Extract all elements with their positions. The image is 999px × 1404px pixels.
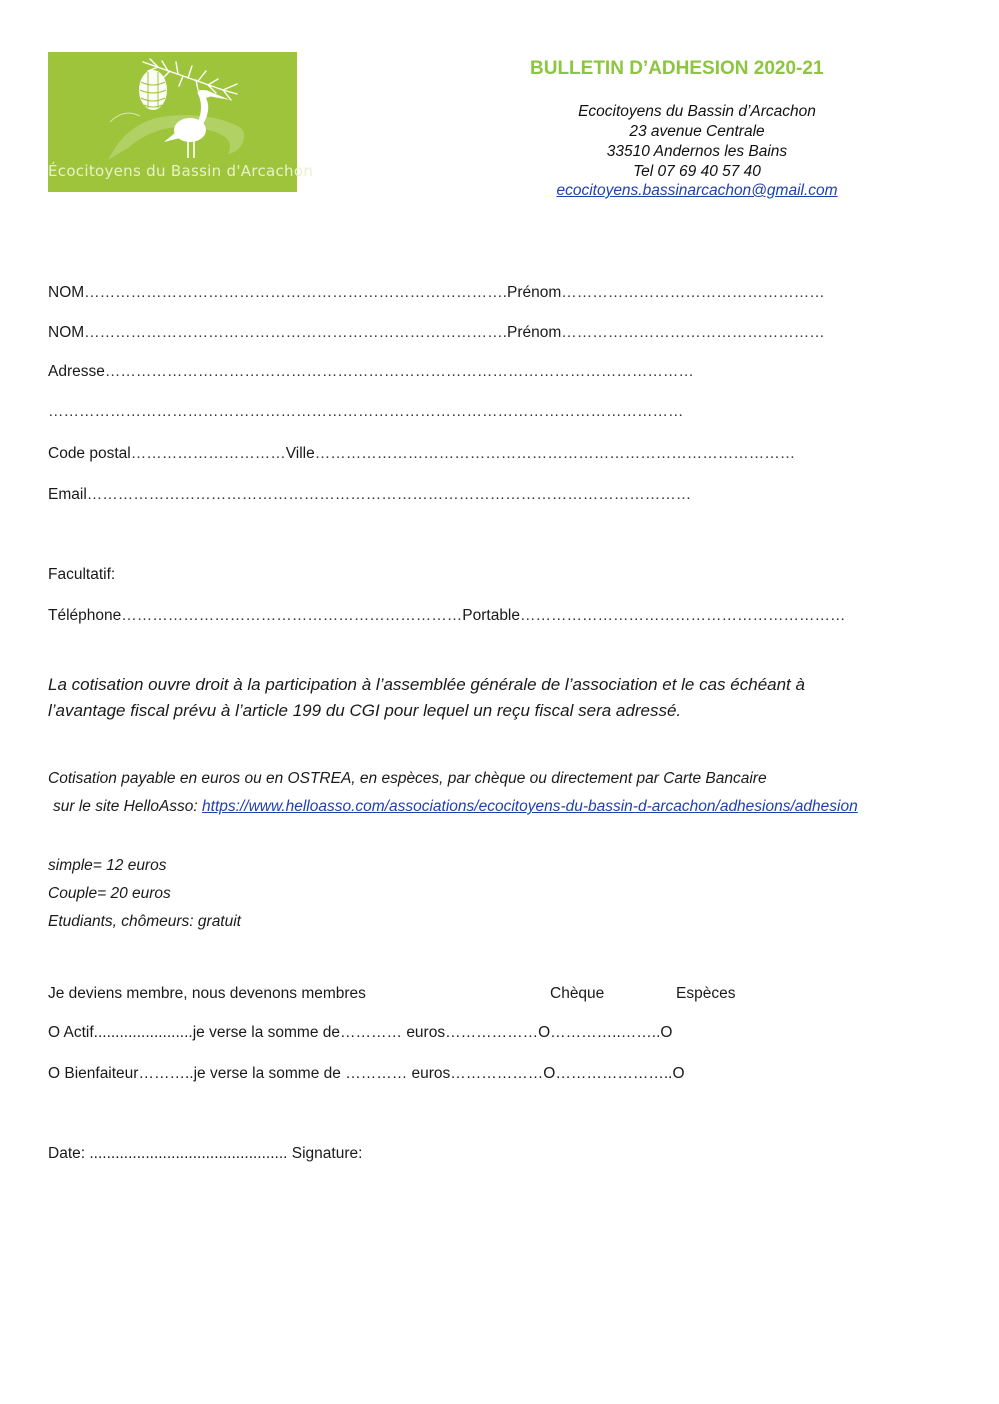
email-input-line[interactable]: ……………………………………………………………………………………………………… [86, 486, 692, 503]
payment-text-line-2 [53, 798, 858, 816]
field-adresse[interactable] [48, 363, 694, 381]
price-free: Etudiants, chômeurs: gratuit [48, 913, 241, 930]
address-street: 23 avenue Centrale [629, 123, 765, 140]
code-postal-label: Code postal [48, 445, 131, 462]
prenom-input-line[interactable]: …………………………………………… [561, 284, 825, 301]
column-especes: Espèces [676, 985, 736, 1002]
ville-label: Ville [285, 445, 315, 462]
address-email[interactable] [517, 182, 877, 200]
adresse-label: Adresse [48, 363, 105, 380]
adresse-input-line[interactable]: …………………………………………………………………………………………………… [104, 363, 694, 380]
adresse-2-input-line[interactable]: …………………………………………………………………………………………………………… [48, 403, 684, 420]
page-title: BULLETIN D’ADHESION 2020-21 [530, 58, 824, 79]
code-postal-input-line[interactable]: ………………………… [130, 445, 286, 462]
nom-input-line[interactable]: ………………………………………………………………………. [84, 284, 507, 301]
portable-label: Portable [462, 607, 520, 624]
field-nom-2[interactable] [48, 324, 825, 342]
cotisation-paragraph-line-2: l’avantage fiscal prévu à l’article 199 du CGI pour lequel un reçu fiscal sera adressé. [48, 701, 682, 720]
facultatif-heading: Facultatif: [48, 566, 116, 583]
telephone-label: Téléphone [48, 607, 122, 624]
address-phone: Tel 07 69 40 57 40 [633, 163, 761, 180]
column-cheque: Chèque [550, 985, 605, 1002]
payment-text-line-1: Cotisation payable en euros ou en OSTREA, en espèces, par chèque ou directement par Carte Bancaire [48, 770, 767, 787]
field-telephone-portable[interactable] [48, 607, 846, 625]
price-simple: simple= 12 euros [48, 857, 167, 874]
membership-row-bienfaiteur[interactable]: O Bienfaiteur………..je verse la somme de ………… euros………………O…………………..O [48, 1065, 685, 1082]
helloasso-link[interactable]: https://www.helloasso.com/associations/ecocitoyens-du-bassin-d-arcachon/adhesions/adhesion [202, 798, 858, 815]
telephone-input-line[interactable]: ………………………………………………………… [121, 607, 463, 624]
portable-input-line[interactable]: ……………………………………………………… [520, 607, 846, 624]
address-org: Ecocitoyens du Bassin d’Arcachon [578, 103, 816, 120]
field-nom-1[interactable] [48, 284, 825, 302]
field-email[interactable] [48, 486, 691, 504]
address-city: 33510 Andernos les Bains [606, 143, 788, 160]
price-couple: Couple= 20 euros [48, 885, 171, 902]
prenom-input-line[interactable]: …………………………………………… [561, 324, 825, 341]
nom-label: NOM [48, 284, 85, 301]
logo-org-name: Écocitoyens du Bassin d'Arcachon [48, 162, 314, 180]
org-logo [48, 52, 314, 192]
field-code-postal-ville[interactable] [48, 445, 795, 463]
prenom-label: Prénom [506, 284, 562, 301]
date-signature-line[interactable]: Date: .............................................. Signature: [48, 1145, 363, 1162]
prenom-label: Prénom [506, 324, 562, 341]
ville-input-line[interactable]: ………………………………………………………………………………… [314, 445, 796, 462]
payment-prefix: sur le site HelloAsso: [53, 798, 198, 815]
cotisation-paragraph-line-1: La cotisation ouvre droit à la participation à l’assemblée générale de l’association et le cas échéant à [48, 675, 805, 694]
email-label: Email [48, 486, 87, 503]
membership-header: Je deviens membre, nous devenons membres [48, 985, 366, 1002]
nom-label: NOM [48, 324, 85, 341]
nom-input-line[interactable]: ………………………………………………………………………. [84, 324, 507, 341]
email-link[interactable]: ecocitoyens.bassinarcachon@gmail.com [556, 182, 838, 199]
membership-row-actif[interactable]: O Actif.......................je verse la somme de………… euros………………O…………..……..O [48, 1024, 673, 1041]
field-adresse-2[interactable] [48, 403, 684, 421]
